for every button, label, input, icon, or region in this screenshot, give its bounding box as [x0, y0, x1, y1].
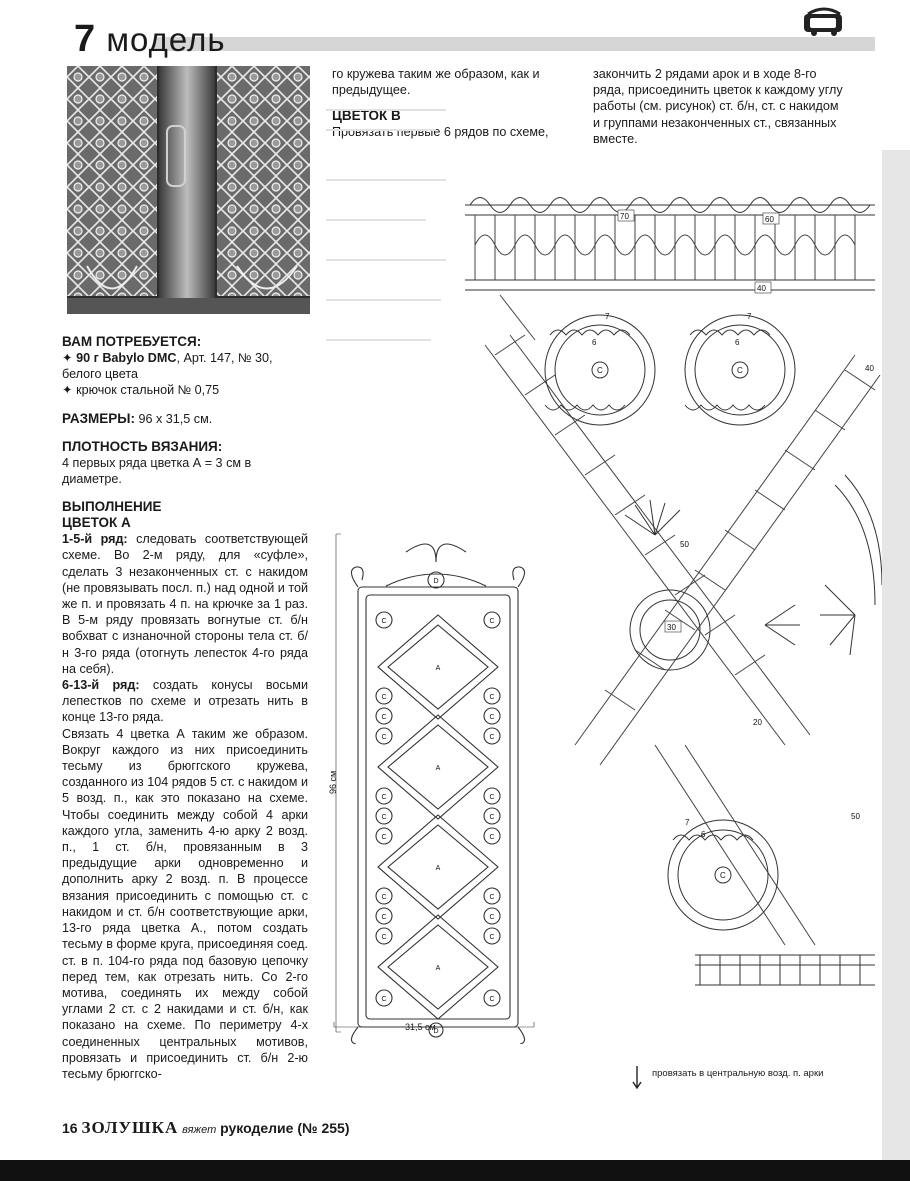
product-photo — [67, 66, 310, 314]
chart-label-7a: 7 — [605, 312, 610, 321]
chart-label-6c: 6 — [701, 830, 706, 839]
instructions-column-1 — [62, 334, 308, 1082]
motif-c-label: C — [489, 714, 495, 721]
motif-a-label: A — [435, 665, 441, 672]
row-6-13-paragraph — [62, 677, 308, 726]
motif-c-label: C — [381, 894, 387, 901]
chart-label-50: 50 — [680, 540, 689, 549]
assembly-paragraph: Связать 4 цветка А таким же образом. Вокруг каждого из них присоединить тесьму из брюггского кружева, созданного из 104 рядов 5 ст. с накидом и 5 возд. п., как это показано на схеме. Чтобы соединить между собой 4 арки каждого угла, заменить 4-ю арку 2 возд. п., 1 ст. б/н, провязанным в 3 предыдущие арки одновременно и дополнить арку 2 возд. п. В процессе вязания присоединить с помощью ст. с накидом и ст. б/н соответствующие арки, 13-го ряда цветка А., потом создать тесьму в форме круга, присоединяя соед. ст. в п. 104-го ряда под базовую цепочку перед тем, как отрезать нить. Со 2-го мотива, соединять их между собой углами 2 ст. с 2 накидами и ст. б/н, как показано на схеме. По периметру 4-х соединенных центральных мотивов, провязать и присоединить ст. б/н 2-ю тесьму брюггско- — [62, 726, 308, 1081]
motif-c-label: C — [381, 694, 387, 701]
motif-d-label: D — [433, 578, 439, 585]
size-value: 96 х 31,5 см. — [135, 411, 213, 426]
scan-border — [0, 1160, 910, 1181]
motif-c-label: C — [381, 814, 387, 821]
flower-c-label: C — [720, 871, 726, 880]
bullet-icon: ✦ — [62, 383, 73, 398]
brand-script: вяжет — [182, 1124, 217, 1136]
runner-schematic — [326, 522, 544, 1044]
motif-c-label: C — [381, 734, 387, 741]
motif-c-label: C — [381, 714, 387, 721]
chart-label-40: 40 — [757, 284, 766, 293]
flower-c-label: C — [737, 366, 743, 375]
chart-label-6a: 6 — [592, 338, 597, 347]
chart-label-50b: 50 — [851, 812, 860, 821]
motif-a-label: A — [435, 765, 441, 772]
motif-c-label: C — [381, 618, 387, 625]
motif-c-label: C — [381, 794, 387, 801]
motif-c-label: C — [489, 618, 495, 625]
motif-c-label: C — [489, 996, 495, 1003]
width-dimension: 31,5 см — [405, 1022, 436, 1032]
row-6-13-label: 6-13-й ряд: — [62, 678, 140, 693]
motif-c-label: C — [489, 934, 495, 941]
bleed-through-texture — [316, 90, 456, 390]
motif-c-label: C — [381, 996, 387, 1003]
motif-d-label: D — [433, 1028, 439, 1035]
height-dimension: 96 см — [328, 770, 338, 794]
density-text: 4 первых ряда цветка А = 3 см в диаметре. — [62, 455, 252, 487]
header-bar — [155, 37, 875, 51]
row-6-13-text: создать конусы восьми лепестков по схеме и отрезать нить в конце 13-го ряда. — [62, 678, 308, 725]
row-1-5-paragraph — [62, 531, 308, 677]
size-line — [62, 411, 308, 427]
materials-item-hook — [62, 382, 308, 398]
motif-c-label: C — [381, 914, 387, 921]
materials-heading: ВАМ ПОТРЕБУЕТСЯ: — [62, 334, 202, 349]
motif-c-label: C — [489, 914, 495, 921]
magazine-section: рукоделие (№ 255) — [220, 1120, 350, 1136]
size-label: РАЗМЕРЫ: — [62, 410, 135, 426]
motif-c-label: C — [489, 894, 495, 901]
row-1-5-label: 1-5-й ряд: — [62, 532, 128, 547]
chart-label-7c: 7 — [685, 818, 690, 827]
bullet-icon: ✦ — [62, 351, 73, 365]
arrow-down-icon — [630, 1064, 644, 1090]
magazine-logo-icon — [800, 6, 848, 36]
motif-c-label: C — [381, 834, 387, 841]
materials-item-yarn — [62, 350, 308, 382]
yarn-name: 90 г Babylo DMC — [76, 351, 177, 365]
model-number: 7 — [74, 18, 97, 60]
motif-c-label: C — [489, 734, 495, 741]
execution-heading: ВЫПОЛНЕНИЕ — [62, 499, 162, 515]
motif-c-label: C — [489, 794, 495, 801]
chart-label-6b: 6 — [735, 338, 740, 347]
chart-label-20: 20 — [753, 718, 762, 727]
motif-c-label: C — [489, 694, 495, 701]
motif-c-label: C — [489, 834, 495, 841]
hook-text: крючок стальной № 0,75 — [76, 383, 220, 398]
motif-a-label: A — [435, 865, 441, 872]
page-number: 16 — [62, 1120, 78, 1136]
continuation-text: го кружева таким же образом, как и предыдущее. — [332, 67, 540, 98]
flower-b-heading: ЦВЕТОК В — [332, 108, 401, 124]
flower-b-text: Провязать первые 6 рядов по схеме, — [332, 125, 549, 140]
flower-a-heading: ЦВЕТОК А — [62, 515, 131, 531]
instructions-column-3 — [593, 66, 843, 147]
page-footer — [62, 1118, 350, 1138]
row-1-5-text: следовать соответствующей схеме. Во 2-м ряду, для «суфле», сделать 3 незаконченных ст. с накидом (не провязывать посл. п.) над одной и той же п. и провязать 4 п. на крючке за 1 раз. В 5-м ряду провязать вогнутые ст. б/н вобхват с изнаночной стороны тела ст. б/н 3-го ряда (отогнуть лепесток 4-го ряда на себя). — [62, 532, 309, 676]
magazine-brand: ЗОЛУШКА — [81, 1118, 179, 1137]
motif-c-label: C — [381, 934, 387, 941]
density-heading: ПЛОТНОСТЬ ВЯЗАНИЯ: — [62, 438, 223, 454]
flower-c-label: C — [597, 366, 603, 375]
model-word: модель — [106, 21, 226, 58]
chart-label-30: 30 — [667, 623, 676, 632]
flower-b-continuation: закончить 2 рядами арок и в ходе 8-го ряда, присоединить цветок к каждому углу работы (см. рисунок) ст. б/н, ст. с накидом и группами незаконченных ст., связанных вместе. — [593, 67, 843, 146]
legend-note: провязать в центральную возд. п. арки — [652, 1068, 824, 1079]
page-title — [74, 18, 226, 61]
motif-c-label: C — [489, 814, 495, 821]
chart-label-60: 60 — [765, 215, 774, 224]
chart-label-40b: 40 — [865, 364, 874, 373]
chart-label-7b: 7 — [747, 312, 752, 321]
page-edge-shadow — [882, 150, 910, 1160]
chart-label-70: 70 — [620, 212, 629, 221]
motif-a-label: A — [435, 965, 441, 972]
yarn-details: , Арт. 147, № 30, белого цвета — [62, 351, 273, 382]
